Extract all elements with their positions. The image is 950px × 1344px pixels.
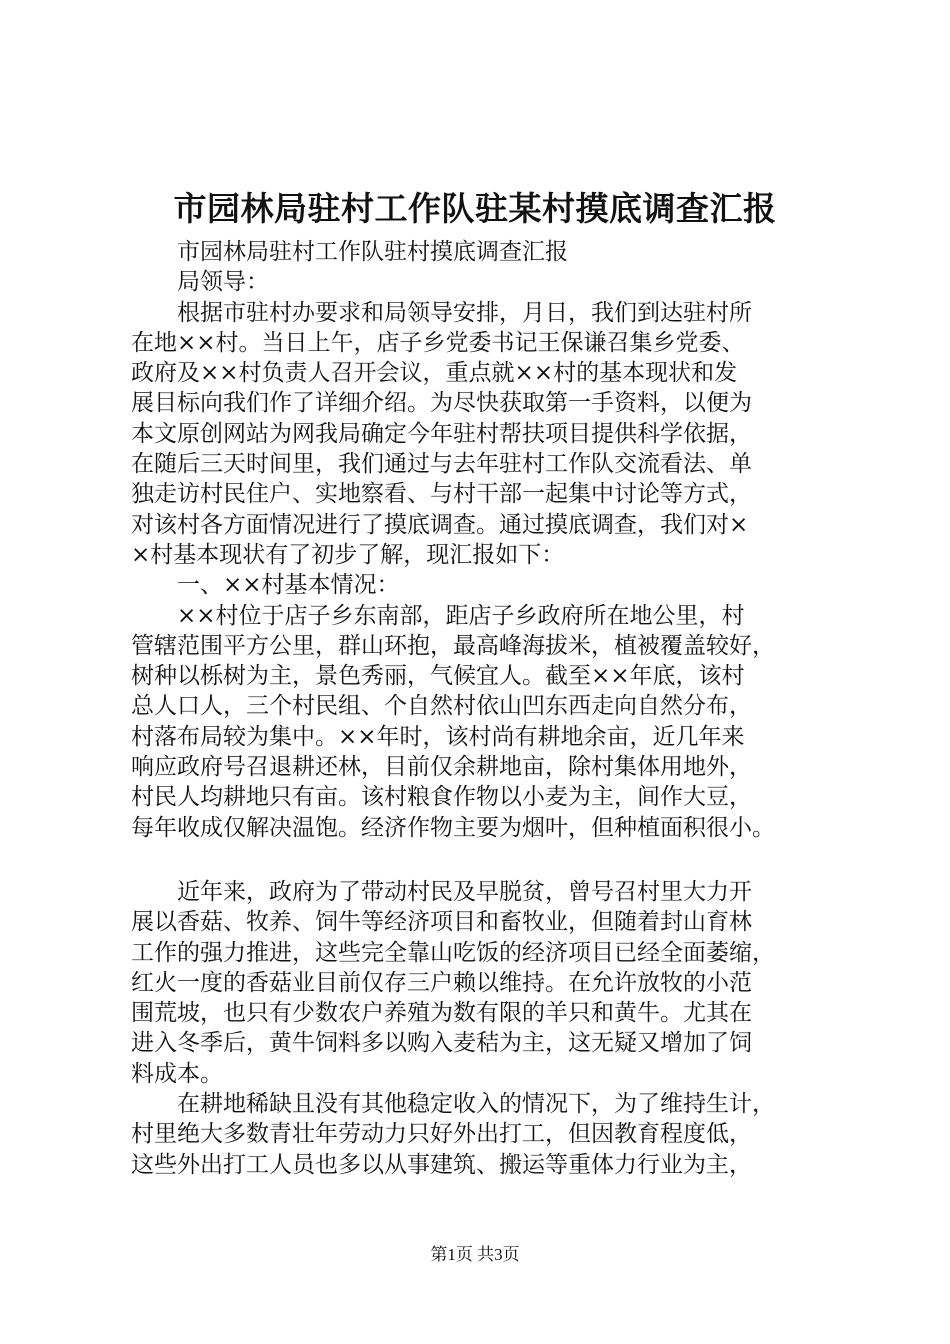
paragraph-line: 在地××村。当日上午，店子乡党委书记王保谦召集乡党委、 (131, 329, 745, 356)
paragraph-line: 红火一度的香菇业目前仅存三户赖以维持。在允许放牧的小范 (131, 969, 752, 996)
paragraph-line: 在耕地稀缺且没有其他稳定收入的情况下，为了维持生计， (177, 1091, 775, 1118)
paragraph-line: 进入冬季后，黄牛饲料多以购入麦秸为主，这无疑又增加了饲 (131, 1030, 752, 1057)
paragraph-line: 料成本。 (131, 1060, 223, 1087)
paragraph-line: 管辖范围平方公里，群山环抱，最高峰海拔米，植被覆盖较好， (131, 632, 775, 659)
paragraph-line: 在随后三天时间里，我们通过与去年驻村工作队交流看法、单 (131, 451, 752, 478)
document-body (131, 237, 851, 1180)
paragraph-line: 对该村各方面情况进行了摸底调查。通过摸底调查，我们对× (131, 511, 749, 538)
paragraph-line: 总人口人，三个村民组、个自然村依山凹东西走向自然分布， (131, 693, 752, 720)
paragraph-line: 树种以栎树为主，景色秀丽，气候宜人。截至××年底，该村 (131, 663, 745, 690)
paragraph-line: 围荒坡，也只有少数农户养殖为数有限的羊只和黄牛。尤其在 (131, 1000, 752, 1027)
section-heading: 一、××村基本情况： (177, 572, 400, 599)
salutation-line: 局领导： (177, 269, 269, 296)
paragraph-line: 这些外出打工人员也多以从事建筑、搬运等重体力行业为主， (131, 1151, 752, 1178)
paragraph-line: 根据市驻村办要求和局领导安排，月日，我们到达驻村所 (177, 299, 752, 326)
paragraph-line: 村里绝大多数青壮年劳动力只好外出打工，但因教育程度低， (131, 1121, 752, 1148)
paragraph-line: 本文原创网站为网我局确定今年驻村帮扶项目提供科学依据， (131, 420, 752, 447)
subtitle-line: 市园林局驻村工作队驻村摸底调查汇报 (177, 239, 568, 265)
paragraph-line: ××村位于店子乡东南部，距店子乡政府所在地公里，村 (177, 602, 745, 629)
paragraph-line: 每年收成仅解决温饱。经济作物主要为烟叶，但种植面积很小。 (131, 814, 775, 841)
document-title: 市园林局驻村工作队驻某村摸底调查汇报 (173, 189, 777, 228)
paragraph-line: 政府及××村负责人召开会议，重点就××村的基本现状和发 (131, 360, 738, 387)
paragraph-line: 展以香菇、牧养、饲牛等经济项目和畜牧业，但随着封山育林 (131, 909, 752, 936)
paragraph-line: 近年来，政府为了带动村民及早脱贫，曾号召村里大力开 (177, 878, 752, 905)
paragraph-spacer (131, 843, 851, 877)
paragraph-line: 村民人均耕地只有亩。该村粮食作物以小麦为主，间作大豆， (131, 784, 752, 811)
paragraph-line: 展目标向我们作了详细介绍。为尽快获取第一手资料，以便为 (131, 390, 752, 417)
paragraph-line: 工作的强力推进，这些完全靠山吃饭的经济项目已经全面萎缩， (131, 939, 775, 966)
paragraph-line: 独走访村民住户、实地察看、与村干部一起集中讨论等方式， (131, 481, 752, 508)
page-number: 第1页 共3页 (430, 1245, 520, 1264)
paragraph-line: 村落布局较为集中。××年时，该村尚有耕地余亩，近几年来 (131, 723, 745, 750)
paragraph-line: ×村基本现状有了初步了解，现汇报如下： (131, 541, 565, 568)
paragraph-line: 响应政府号召退耕还林，目前仅余耕地亩，除村集体用地外， (131, 754, 752, 781)
